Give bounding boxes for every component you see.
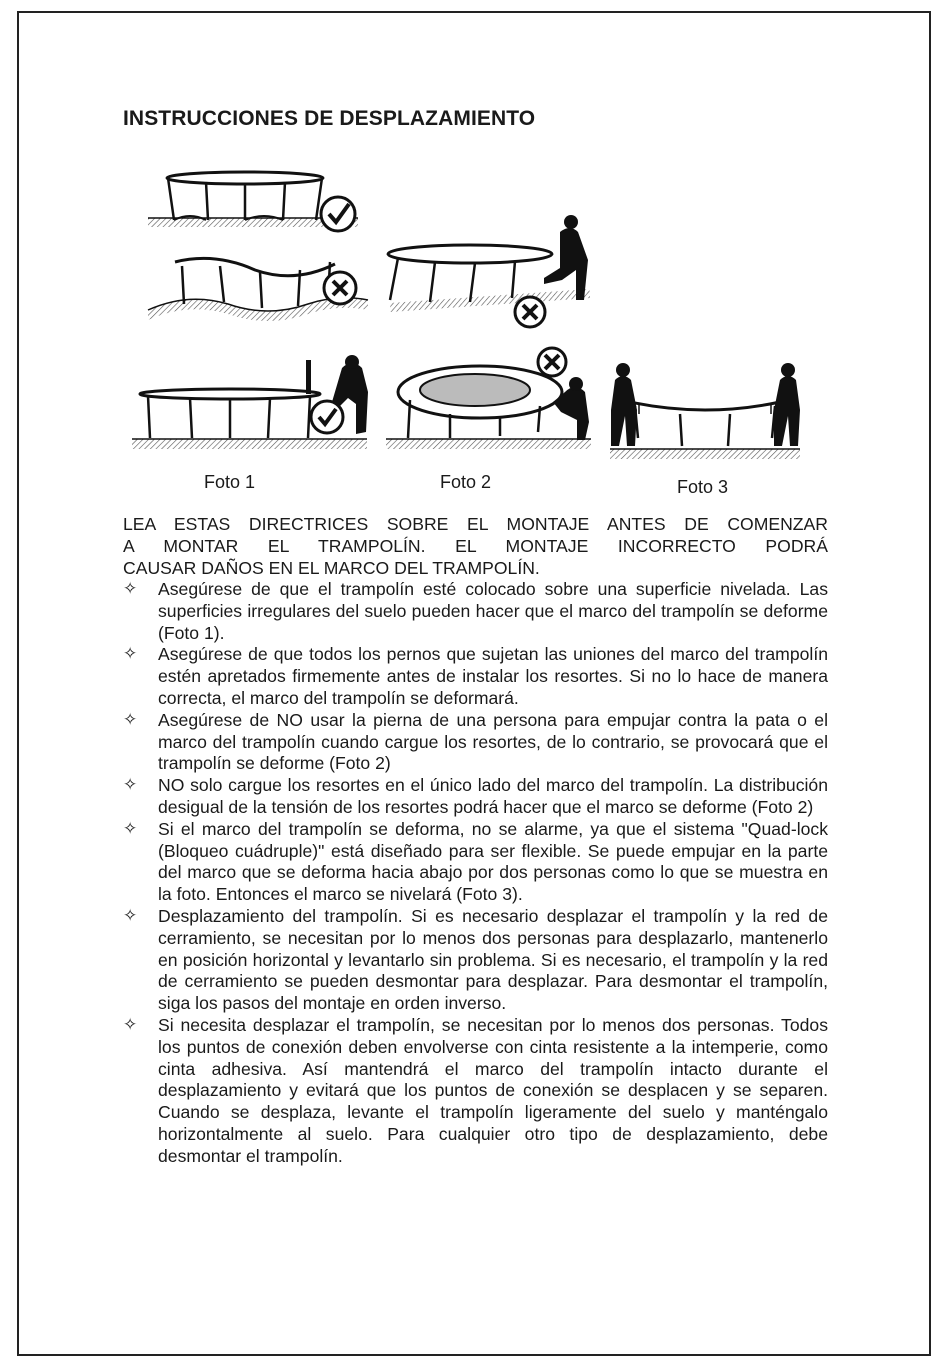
foto1-person-checking-level	[132, 355, 368, 449]
list-item	[123, 710, 828, 775]
list-item	[123, 644, 828, 709]
list-item-text: NO solo cargue los resortes en el único lado del marco del trampolín. La distribución desigual de la tensión de los resortes podrá hacer que el marco se deforme (Foto 2)	[158, 775, 828, 817]
list-item-text: Si necesita desplazar el trampolín, se necesitan por lo menos dos personas. Todos los puntos de conexión deben envolverse con cinta resistente a la intemperie, como cinta adhesiva. Así mantendrá el marco del trampolín intacto durante el desplazamiento y evitará que los puntos de conexión se desplacen y se separen. Cuando se desplaza, levante el trampolín ligeramente del suelo y manténgalo horizontalmente al suelo. Para cualquier otro tipo de desplazamiento, debe desmontar el trampolín.	[158, 1014, 828, 1166]
list-item-text: Asegúrese de NO usar la pierna de una persona para empujar contra la pata o el marco del trampolín cuando cargue los resortes, de lo contrario, se provocará que el trampolín se deforme (Foto 2)	[158, 709, 828, 774]
x-mark-icon	[324, 272, 356, 304]
bullet-star-icon: ✧	[123, 644, 138, 665]
list-item	[123, 819, 828, 906]
instruction-list	[123, 579, 828, 1168]
list-item-text: Asegúrese de que el trampolín esté colocado sobre una superficie nivelada. Las superficies irregulares del suelo pueden hacer que el marco del trampolín se deforme (Foto 1).	[158, 579, 828, 643]
intro-line: LEA ESTAS DIRECTRICES SOBRE EL MONTAJE ANTES DE COMENZAR	[123, 514, 828, 534]
intro-warning	[123, 514, 828, 579]
caption-foto-2: Foto 2	[440, 472, 492, 492]
bullet-star-icon: ✧	[123, 1014, 138, 1035]
bullet-star-icon: ✧	[123, 709, 138, 730]
trampoline-illustrations	[120, 162, 810, 472]
check-icon	[321, 197, 355, 231]
page-title: INSTRUCCIONES DE DESPLAZAMIENTO	[123, 107, 536, 130]
list-item	[123, 906, 828, 1015]
bullet-star-icon: ✧	[123, 818, 138, 839]
bullet-star-icon: ✧	[123, 775, 138, 796]
foto2-pushing-frame	[388, 215, 590, 327]
list-item-text: Asegúrese de que todos los pernos que sujetan las uniones del marco del trampolín estén apretados firmemente antes de instalar los resortes. Si no lo hace de manera correcta, el marco del trampolín se deformará.	[158, 644, 828, 708]
intro-line: A MONTAR EL TRAMPOLÍN. EL MONTAJE INCORRECTO PODRÁ	[123, 535, 828, 556]
list-item	[123, 579, 828, 644]
intro-line: CAUSAR DAÑOS EN EL MARCO DEL TRAMPOLÍN.	[123, 557, 540, 578]
caption-foto-3: Foto 3	[677, 477, 729, 497]
list-item	[123, 775, 828, 819]
foto3-two-people-leveling	[610, 363, 800, 459]
list-item-text: Si el marco del trampolín se deforma, no se alarme, ya que el sistema "Quad-lock (Bloqueo cuádruple)" está diseñado para ser flexible. Se puede empujar en la parte del marco que se deforma hacia abajo por dos personas como lo que se muestra en la foto. Entonces el marco se nivelará (Foto 3).	[158, 818, 828, 905]
bullet-star-icon: ✧	[123, 579, 138, 599]
list-item	[123, 1015, 828, 1168]
caption-foto-1: Foto 1	[204, 472, 256, 492]
foto2-loading-springs	[386, 348, 591, 449]
bullet-star-icon: ✧	[123, 905, 138, 926]
list-item-text: Desplazamiento del trampolín. Si es necesario desplazar el trampolín y la red de cerramiento, se necesitan por lo menos dos personas para desplazarlo, mantenerlo en posición horizontal y levantarlo sin problema. Si es necesario, el trampolín y la red de cerramiento se pueden desmontar para desplazar. Para desmontar el trampolín, siga los pasos del montaje en orden inverso.	[158, 905, 828, 1014]
